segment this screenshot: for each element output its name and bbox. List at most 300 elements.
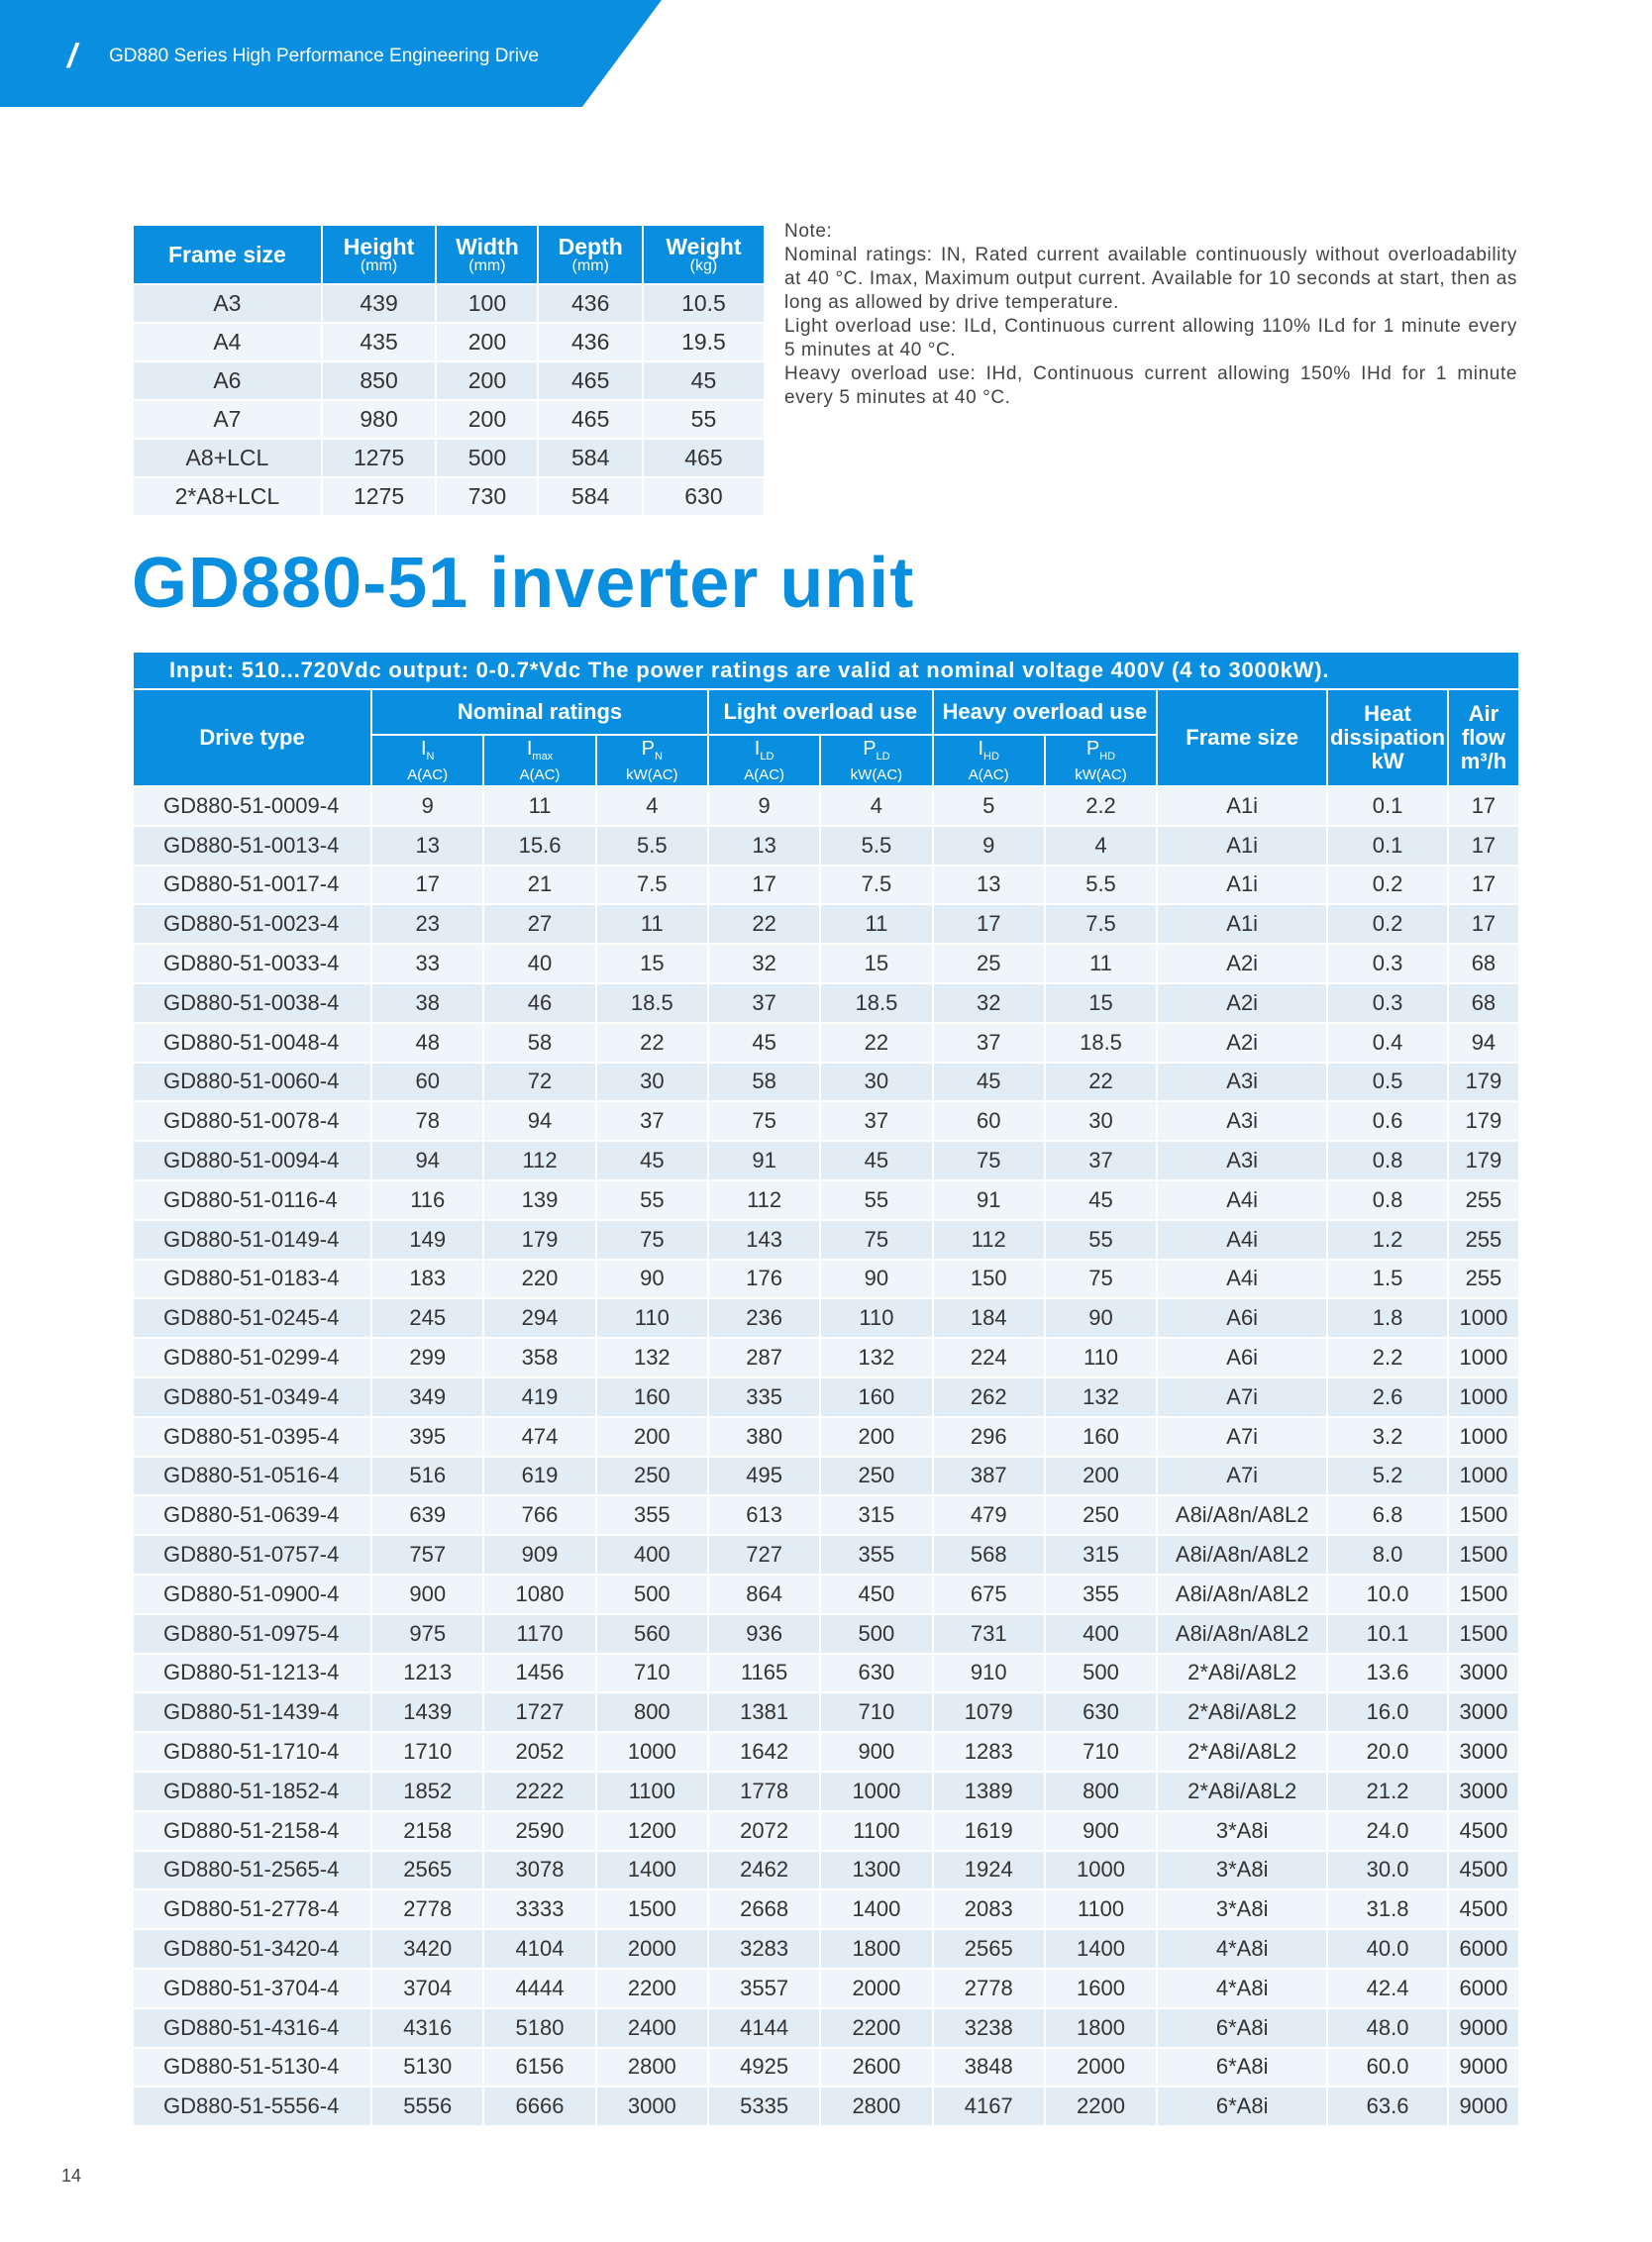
table-cell: 22 <box>1046 1064 1156 1101</box>
table-cell: 2200 <box>597 1970 707 2007</box>
table-cell: 11 <box>597 905 707 943</box>
frame-col-header <box>539 226 641 283</box>
drive-type-cell: GD880-51-1710-4 <box>134 1733 370 1771</box>
table-cell: 4444 <box>484 1970 594 2007</box>
table-cell: 3420 <box>372 1930 482 1968</box>
notes <box>784 220 1517 410</box>
table-cell: 1600 <box>1046 1970 1156 2007</box>
table-cell: 132 <box>597 1339 707 1376</box>
section-title: GD880-51 inverter unit <box>132 544 915 623</box>
table-cell: 1439 <box>372 1693 482 1731</box>
table-cell: 90 <box>597 1261 707 1298</box>
frame-col-label: Weight <box>666 234 742 259</box>
table-cell: 479 <box>934 1496 1044 1534</box>
drive-type-cell: GD880-51-0009-4 <box>134 787 370 825</box>
table-cell: 24.0 <box>1328 1812 1447 1850</box>
table-cell: A4i <box>1158 1221 1326 1259</box>
table-cell: 4*A8i <box>1158 1930 1326 1968</box>
table-cell: A8i/A8n/A8L2 <box>1158 1496 1326 1534</box>
table-cell: 31.8 <box>1328 1890 1447 1928</box>
table-cell: 910 <box>934 1655 1044 1692</box>
frame-table-cell: 850 <box>323 362 436 399</box>
table-cell: 176 <box>709 1261 819 1298</box>
inverter-ratings-table <box>132 688 1520 2127</box>
table-cell: 355 <box>597 1496 707 1534</box>
table-cell: 255 <box>1449 1261 1518 1298</box>
table-cell: 40.0 <box>1328 1930 1447 1968</box>
drive-type-cell: GD880-51-0094-4 <box>134 1142 370 1179</box>
table-row <box>134 1615 1518 1653</box>
table-cell: 355 <box>821 1536 931 1574</box>
rating-sub-header <box>934 736 1044 785</box>
table-cell: 18.5 <box>1046 1024 1156 1062</box>
frame-table-cell: 436 <box>539 285 641 322</box>
table-row <box>134 1576 1518 1613</box>
table-cell: 1400 <box>821 1890 931 1928</box>
table-cell: 30 <box>597 1064 707 1101</box>
table-cell: 1500 <box>1449 1536 1518 1574</box>
table-cell: 110 <box>821 1299 931 1337</box>
table-cell: 78 <box>372 1102 482 1140</box>
table-cell: 5335 <box>709 2088 819 2125</box>
table-cell: 3*A8i <box>1158 1812 1326 1850</box>
table-row <box>134 1221 1518 1259</box>
table-cell: 149 <box>372 1221 482 1259</box>
table-cell: 355 <box>1046 1576 1156 1613</box>
main-header-row-1 <box>134 690 1518 734</box>
table-cell: 9000 <box>1449 2009 1518 2047</box>
frame-col-unit: (mm) <box>360 257 398 274</box>
table-cell: 1727 <box>484 1693 594 1731</box>
rating-subscript: max <box>532 750 554 763</box>
table-cell: 184 <box>934 1299 1044 1337</box>
table-cell: A3i <box>1158 1142 1326 1179</box>
frame-table-cell: 19.5 <box>644 324 764 360</box>
table-cell: 7.5 <box>1046 905 1156 943</box>
table-row <box>134 945 1518 982</box>
table-cell: 2800 <box>597 2049 707 2087</box>
table-cell: 110 <box>597 1299 707 1337</box>
table-cell: 1400 <box>1046 1930 1156 1968</box>
table-cell: 2400 <box>597 2009 707 2047</box>
table-cell: 112 <box>709 1181 819 1219</box>
table-cell: 400 <box>1046 1615 1156 1653</box>
table-cell: 5.5 <box>597 827 707 865</box>
table-cell: 6000 <box>1449 1930 1518 1968</box>
drive-type-cell: GD880-51-0299-4 <box>134 1339 370 1376</box>
drive-type-cell: GD880-51-4316-4 <box>134 2009 370 2047</box>
table-cell: 2000 <box>1046 2049 1156 2087</box>
table-cell: 864 <box>709 1576 819 1613</box>
table-cell: 7.5 <box>821 866 931 904</box>
frame-table-row <box>134 478 764 515</box>
table-cell: 349 <box>372 1378 482 1416</box>
table-cell: 1500 <box>1449 1576 1518 1613</box>
table-cell: 5.5 <box>821 827 931 865</box>
frame-size-header: Frame size <box>1158 690 1326 785</box>
table-cell: 9 <box>934 827 1044 865</box>
frame-table-cell: 1275 <box>323 478 436 515</box>
table-cell: 1165 <box>709 1655 819 1692</box>
table-cell: 315 <box>1046 1536 1156 1574</box>
table-cell: 7.5 <box>597 866 707 904</box>
table-cell: 5.2 <box>1328 1458 1447 1495</box>
table-cell: 160 <box>821 1378 931 1416</box>
table-cell: 139 <box>484 1181 594 1219</box>
table-cell: 3000 <box>1449 1655 1518 1692</box>
table-cell: A1i <box>1158 905 1326 943</box>
table-cell: 2200 <box>821 2009 931 2047</box>
table-cell: 11 <box>821 905 931 943</box>
table-row <box>134 1064 1518 1101</box>
table-row <box>134 866 1518 904</box>
frame-table-cell: A3 <box>134 285 321 322</box>
frame-table-cell: A8+LCL <box>134 440 321 476</box>
table-cell: 1100 <box>597 1773 707 1810</box>
table-cell: A8i/A8n/A8L2 <box>1158 1576 1326 1613</box>
drive-type-cell: GD880-51-0033-4 <box>134 945 370 982</box>
table-cell: 395 <box>372 1418 482 1456</box>
table-cell: 5556 <box>372 2088 482 2125</box>
table-cell: 37 <box>1046 1142 1156 1179</box>
rating-unit: A(AC) <box>968 765 1009 783</box>
table-cell: 0.5 <box>1328 1064 1447 1101</box>
table-cell: 3000 <box>1449 1773 1518 1810</box>
table-cell: 2668 <box>709 1890 819 1928</box>
table-cell: 40 <box>484 945 594 982</box>
table-cell: 2800 <box>821 2088 931 2125</box>
table-cell: 6.8 <box>1328 1496 1447 1534</box>
table-cell: 4104 <box>484 1930 594 1968</box>
table-cell: 245 <box>372 1299 482 1337</box>
table-cell: 0.3 <box>1328 945 1447 982</box>
table-cell: 1000 <box>821 1773 931 1810</box>
table-cell: 1000 <box>1449 1458 1518 1495</box>
table-cell: 55 <box>597 1181 707 1219</box>
table-cell: A3i <box>1158 1064 1326 1101</box>
table-cell: 72 <box>484 1064 594 1101</box>
table-cell: 2778 <box>372 1890 482 1928</box>
table-cell: 132 <box>821 1339 931 1376</box>
table-row <box>134 1852 1518 1889</box>
table-cell: 630 <box>821 1655 931 1692</box>
table-cell: 63.6 <box>1328 2088 1447 2125</box>
table-cell: 560 <box>597 1615 707 1653</box>
table-cell: 6666 <box>484 2088 594 2125</box>
table-cell: 2600 <box>821 2049 931 2087</box>
frame-table-cell: 465 <box>539 362 641 399</box>
table-cell: 4925 <box>709 2049 819 2087</box>
table-cell: 55 <box>1046 1221 1156 1259</box>
table-cell: 38 <box>372 984 482 1022</box>
table-cell: 17 <box>934 905 1044 943</box>
table-cell: 1000 <box>1449 1299 1518 1337</box>
frame-table-cell: 465 <box>539 401 641 438</box>
frame-table-row <box>134 440 764 476</box>
frame-table-cell: A7 <box>134 401 321 438</box>
table-cell: 4*A8i <box>1158 1970 1326 2007</box>
nominal-ratings-header: Nominal ratings <box>372 690 707 734</box>
table-cell: 0.2 <box>1328 866 1447 904</box>
table-cell: A2i <box>1158 945 1326 982</box>
table-cell: 4500 <box>1449 1812 1518 1850</box>
table-cell: 380 <box>709 1418 819 1456</box>
frame-col-header <box>437 226 537 283</box>
frame-table-cell: 980 <box>323 401 436 438</box>
table-cell: 500 <box>597 1576 707 1613</box>
table-cell: 9000 <box>1449 2049 1518 2087</box>
table-cell: 500 <box>821 1615 931 1653</box>
table-cell: 23 <box>372 905 482 943</box>
drive-type-cell: GD880-51-1852-4 <box>134 1773 370 1810</box>
rating-symbol: I <box>754 737 761 760</box>
notes-heading: Note: <box>784 221 833 242</box>
rating-sub-header <box>1046 736 1156 785</box>
table-cell: 1000 <box>1449 1339 1518 1376</box>
table-cell: 112 <box>934 1221 1044 1259</box>
table-cell: 1100 <box>1046 1890 1156 1928</box>
table-row <box>134 905 1518 943</box>
table-cell: 1100 <box>821 1812 931 1850</box>
table-cell: 17 <box>1449 827 1518 865</box>
table-cell: 2158 <box>372 1812 482 1850</box>
table-cell: 48 <box>372 1024 482 1062</box>
table-cell: 975 <box>372 1615 482 1653</box>
frame-col-header <box>323 226 436 283</box>
table-cell: 15 <box>1046 984 1156 1022</box>
drive-type-cell: GD880-51-0975-4 <box>134 1615 370 1653</box>
table-row <box>134 1024 1518 1062</box>
table-cell: 296 <box>934 1418 1044 1456</box>
frame-table-row <box>134 362 764 399</box>
table-row <box>134 1181 1518 1219</box>
drive-type-cell: GD880-51-0038-4 <box>134 984 370 1022</box>
table-cell: 2778 <box>934 1970 1044 2007</box>
table-cell: 75 <box>1046 1261 1156 1298</box>
table-cell: 4167 <box>934 2088 1044 2125</box>
table-cell: 0.6 <box>1328 1102 1447 1140</box>
drive-type-cell: GD880-51-0116-4 <box>134 1181 370 1219</box>
table-cell: 1200 <box>597 1812 707 1850</box>
table-cell: 936 <box>709 1615 819 1653</box>
table-cell: 315 <box>821 1496 931 1534</box>
table-cell: 630 <box>1046 1693 1156 1731</box>
frame-col-unit: (mm) <box>468 257 506 274</box>
table-cell: 900 <box>372 1576 482 1613</box>
table-cell: 2.2 <box>1328 1339 1447 1376</box>
table-cell: 6000 <box>1449 1970 1518 2007</box>
drive-type-cell: GD880-51-0149-4 <box>134 1221 370 1259</box>
table-cell: 183 <box>372 1261 482 1298</box>
table-cell: 1000 <box>597 1733 707 1771</box>
table-cell: 160 <box>597 1378 707 1416</box>
table-cell: 37 <box>709 984 819 1022</box>
drive-type-cell: GD880-51-0245-4 <box>134 1299 370 1337</box>
table-cell: 22 <box>821 1024 931 1062</box>
table-row <box>134 787 1518 825</box>
table-cell: 0.1 <box>1328 827 1447 865</box>
table-cell: 675 <box>934 1576 1044 1613</box>
table-cell: 250 <box>821 1458 931 1495</box>
drive-type-cell: GD880-51-2158-4 <box>134 1812 370 1850</box>
table-cell: 22 <box>597 1024 707 1062</box>
drive-type-cell: GD880-51-0516-4 <box>134 1458 370 1495</box>
table-cell: 619 <box>484 1458 594 1495</box>
table-cell: 17 <box>372 866 482 904</box>
table-cell: 236 <box>709 1299 819 1337</box>
rating-symbol: I <box>526 737 533 760</box>
table-cell: 3557 <box>709 1970 819 2007</box>
table-row <box>134 1733 1518 1771</box>
table-cell: 45 <box>821 1142 931 1179</box>
table-cell: 60 <box>372 1064 482 1101</box>
table-cell: 1800 <box>1046 2009 1156 2047</box>
table-cell: 1800 <box>821 1930 931 1968</box>
table-cell: 500 <box>1046 1655 1156 1692</box>
table-row <box>134 1536 1518 1574</box>
table-cell: 91 <box>709 1142 819 1179</box>
table-row <box>134 1418 1518 1456</box>
table-cell: 30 <box>821 1064 931 1101</box>
main-table-wrap <box>132 653 1520 2127</box>
table-cell: 32 <box>709 945 819 982</box>
rating-sub-header <box>821 736 931 785</box>
table-cell: 94 <box>372 1142 482 1179</box>
frame-table-row <box>134 285 764 322</box>
rating-unit: kW(AC) <box>850 765 903 783</box>
frame-size-table <box>132 224 766 517</box>
rating-subscript: LD <box>876 750 890 763</box>
drive-type-cell: GD880-51-0013-4 <box>134 827 370 865</box>
table-cell: 45 <box>934 1064 1044 1101</box>
notes-nominal: Nominal ratings: IN, Rated current available continuously without overloadability at 40 °C. Imax, Maximum output current. Available for 10 seconds at start, then as long as allowed by drive temperature. <box>784 245 1517 313</box>
rating-symbol: P <box>863 737 877 760</box>
frame-col-label: Frame size <box>167 242 286 267</box>
drive-type-cell: GD880-51-0395-4 <box>134 1418 370 1456</box>
table-cell: 13.6 <box>1328 1655 1447 1692</box>
table-cell: 17 <box>709 866 819 904</box>
air-flow-header: Air flow m³/h <box>1449 690 1518 785</box>
table-cell: 800 <box>597 1693 707 1731</box>
frame-table-cell: 2*A8+LCL <box>134 478 321 515</box>
table-cell: 1500 <box>1449 1496 1518 1534</box>
table-cell: 6*A8i <box>1158 2009 1326 2047</box>
table-cell: 58 <box>484 1024 594 1062</box>
table-cell: 800 <box>1046 1773 1156 1810</box>
frame-table-cell: 435 <box>323 324 436 360</box>
table-cell: 335 <box>709 1378 819 1416</box>
frame-table-cell: 465 <box>644 440 764 476</box>
table-cell: 1778 <box>709 1773 819 1810</box>
table-cell: A7i <box>1158 1378 1326 1416</box>
table-row <box>134 1458 1518 1495</box>
table-cell: 3238 <box>934 2009 1044 2047</box>
table-cell: 13 <box>934 866 1044 904</box>
table-cell: 37 <box>934 1024 1044 1062</box>
table-cell: 90 <box>1046 1299 1156 1337</box>
table-cell: 2200 <box>1046 2088 1156 2125</box>
table-cell: 46 <box>484 984 594 1022</box>
table-cell: 3*A8i <box>1158 1852 1326 1889</box>
rating-unit: kW(AC) <box>626 765 678 783</box>
table-cell: 294 <box>484 1299 594 1337</box>
frame-table-cell: 10.5 <box>644 285 764 322</box>
table-cell: 11 <box>484 787 594 825</box>
drive-type-cell: GD880-51-0060-4 <box>134 1064 370 1101</box>
frame-col-label: Width <box>456 234 519 259</box>
table-cell: 0.1 <box>1328 787 1447 825</box>
rating-symbol: P <box>641 737 656 760</box>
drive-type-cell: GD880-51-0900-4 <box>134 1576 370 1613</box>
table-cell: 766 <box>484 1496 594 1534</box>
table-cell: 2083 <box>934 1890 1044 1928</box>
table-cell: A8i/A8n/A8L2 <box>1158 1615 1326 1653</box>
table-cell: 75 <box>597 1221 707 1259</box>
table-cell: 2590 <box>484 1812 594 1850</box>
table-cell: 4144 <box>709 2009 819 2047</box>
table-cell: 710 <box>1046 1733 1156 1771</box>
rating-sub-header <box>709 736 819 785</box>
frame-table-cell: 500 <box>437 440 537 476</box>
table-cell: 1500 <box>1449 1615 1518 1653</box>
table-cell: 10.1 <box>1328 1615 1447 1653</box>
table-row <box>134 1773 1518 1810</box>
table-cell: 9 <box>709 787 819 825</box>
table-cell: 731 <box>934 1615 1044 1653</box>
table-cell: 18.5 <box>597 984 707 1022</box>
table-cell: 45 <box>709 1024 819 1062</box>
frame-table-cell: A6 <box>134 362 321 399</box>
table-row <box>134 1102 1518 1140</box>
drive-type-cell: GD880-51-0639-4 <box>134 1496 370 1534</box>
table-cell: 2462 <box>709 1852 819 1889</box>
table-cell: 250 <box>597 1458 707 1495</box>
table-row <box>134 1693 1518 1731</box>
table-row <box>134 2088 1518 2125</box>
table-cell: 2*A8i/A8L2 <box>1158 1655 1326 1692</box>
table-cell: A4i <box>1158 1181 1326 1219</box>
table-cell: 21.2 <box>1328 1773 1447 1810</box>
table-cell: 94 <box>484 1102 594 1140</box>
table-cell: 1924 <box>934 1852 1044 1889</box>
table-cell: 0.8 <box>1328 1181 1447 1219</box>
drive-type-header: Drive type <box>134 690 370 785</box>
table-cell: 13 <box>372 827 482 865</box>
table-row <box>134 1655 1518 1692</box>
table-cell: A1i <box>1158 827 1326 865</box>
table-cell: 3000 <box>597 2088 707 2125</box>
table-cell: 1381 <box>709 1693 819 1731</box>
table-cell: 91 <box>934 1181 1044 1219</box>
table-cell: 1170 <box>484 1615 594 1653</box>
table-cell: 0.2 <box>1328 905 1447 943</box>
table-cell: 116 <box>372 1181 482 1219</box>
table-cell: 22 <box>709 905 819 943</box>
rating-subscript: HD <box>1099 750 1116 763</box>
table-cell: 132 <box>1046 1378 1156 1416</box>
table-cell: 17 <box>1449 866 1518 904</box>
table-cell: A2i <box>1158 984 1326 1022</box>
table-cell: 909 <box>484 1536 594 1574</box>
table-cell: A1i <box>1158 866 1326 904</box>
table-cell: 110 <box>1046 1339 1156 1376</box>
frame-table-cell: 730 <box>437 478 537 515</box>
frame-col-label: Height <box>343 234 415 259</box>
table-cell: 68 <box>1449 945 1518 982</box>
table-cell: 2000 <box>597 1930 707 1968</box>
table-cell: 9000 <box>1449 2088 1518 2125</box>
table-cell: 200 <box>597 1418 707 1456</box>
